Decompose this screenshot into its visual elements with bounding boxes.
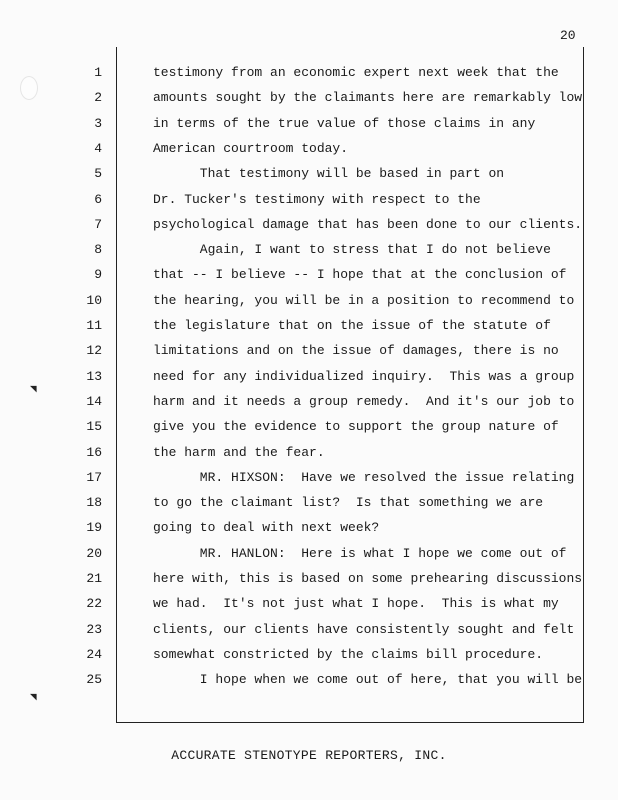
line-number: 2	[94, 90, 102, 106]
line-number: 14	[86, 393, 102, 409]
line-number: 5	[94, 166, 102, 182]
line-number: 23	[86, 621, 102, 637]
line-text: in terms of the true value of those claims in any	[153, 115, 536, 131]
line-text: MR. HIXSON: Have we resolved the issue relating	[153, 469, 575, 485]
line-number: 8	[94, 242, 102, 258]
line-number: 4	[94, 140, 102, 156]
line-number: 3	[94, 115, 102, 131]
line-text: Again, I want to stress that I do not believe	[153, 242, 551, 258]
line-text: here with, this is based on some prehearing discussions	[153, 571, 583, 586]
line-number: 11	[86, 318, 102, 333]
line-number: 9	[94, 267, 102, 283]
line-text: give you the evidence to support the group nature of	[153, 419, 559, 435]
line-number: 16	[86, 444, 102, 460]
line-number: 15	[86, 419, 102, 435]
line-text: the hearing, you will be in a position to recommend to	[153, 292, 575, 308]
line-number: 22	[86, 596, 102, 612]
line-number: 1	[94, 65, 102, 80]
line-number: 6	[94, 191, 102, 207]
line-number: 19	[86, 520, 102, 536]
line-text: need for any individualized inquiry. This was a group	[153, 368, 575, 384]
line-text: I hope when we come out of here, that you will be	[153, 672, 583, 688]
line-text: the legislature that on the issue of the statute of	[153, 318, 551, 333]
line-text: American courtroom today.	[153, 140, 349, 156]
line-text: psychological damage that has been done to our clients.	[153, 216, 583, 232]
line-text: that -- I believe -- I hope that at the conclusion of	[153, 267, 567, 283]
line-number: 17	[86, 469, 102, 485]
line-number: 20	[86, 545, 102, 561]
line-text: MR. HANLON: Here is what I hope we come out of	[153, 545, 567, 561]
page-number: 20	[560, 28, 576, 43]
line-number: 7	[94, 216, 102, 232]
reporter-footer: ACCURATE STENOTYPE REPORTERS, INC.	[171, 748, 447, 763]
line-number: 25	[86, 672, 102, 688]
line-text: Dr. Tucker's testimony with respect to the	[153, 191, 481, 207]
line-text: clients, our clients have consistently sought and felt	[153, 621, 575, 637]
line-text: amounts sought by the claimants here are remarkably low	[153, 90, 583, 106]
line-number: 12	[86, 343, 102, 359]
line-text: testimony from an economic expert next week that the	[153, 65, 559, 80]
scan-mark: ◥	[30, 384, 37, 396]
line-number: 13	[86, 368, 102, 384]
punch-hole	[20, 76, 38, 100]
line-number: 24	[86, 646, 102, 662]
line-text: to go the claimant list? Is that something we are	[153, 495, 544, 511]
line-text: That testimony will be based in part on	[153, 166, 505, 182]
line-text: the harm and the fear.	[153, 444, 325, 460]
line-text: we had. It's not just what I hope. This is what my	[153, 596, 559, 612]
line-number: 18	[86, 495, 102, 511]
line-text: limitations and on the issue of damages, there is no	[153, 343, 559, 359]
line-text: somewhat constricted by the claims bill procedure.	[153, 646, 544, 662]
scan-mark: ◥	[30, 692, 37, 704]
line-number: 21	[86, 571, 102, 586]
line-text: harm and it needs a group remedy. And it's our job to	[153, 393, 575, 409]
line-number: 10	[86, 292, 102, 308]
line-text: going to deal with next week?	[153, 520, 380, 536]
